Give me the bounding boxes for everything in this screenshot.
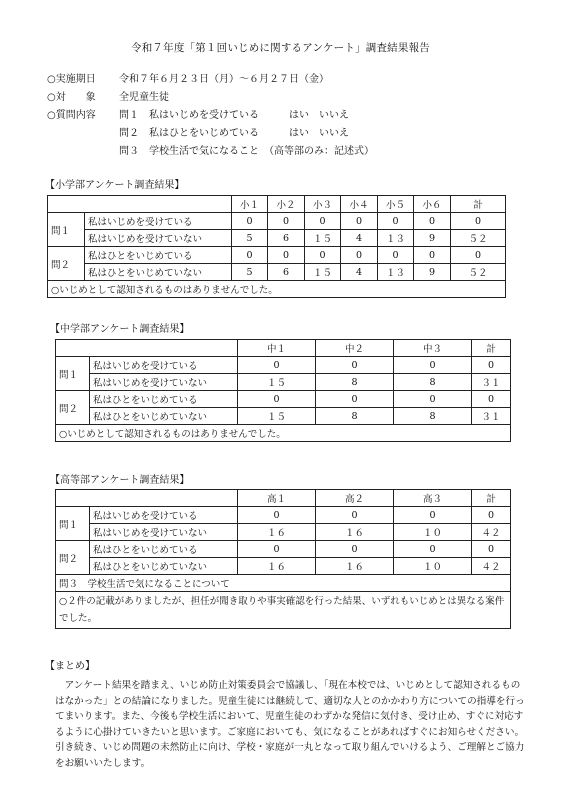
cell: 0 [305, 213, 341, 230]
cell: 0 [414, 247, 451, 264]
cell: 0 [341, 247, 378, 264]
question-label: 問２ [56, 391, 90, 425]
cell: 6 [268, 264, 305, 281]
table-row [48, 264, 506, 281]
row-label: 私はいじめを受けていない [90, 524, 238, 541]
cell: １５ [305, 264, 341, 281]
elementary-table [47, 195, 506, 298]
page-title: 令和７年度「第１回いじめに関するアンケート」調査結果報告 [131, 42, 430, 54]
cell: 5 [232, 264, 268, 281]
cell: １６ [316, 524, 394, 541]
column-header: 小６ [414, 196, 451, 213]
cell: 0 [341, 213, 378, 230]
cell: 8 [394, 408, 472, 425]
cell: 0 [305, 247, 341, 264]
column-header: 小５ [378, 196, 414, 213]
date-label: ○実施期日 [47, 74, 96, 85]
column-header: 中１ [238, 340, 316, 357]
question-2: 問２ 私はひとをいじめている はい いいえ [119, 128, 349, 139]
column-header: 中３ [394, 340, 472, 357]
table-row [56, 524, 511, 541]
table-note-row [56, 425, 511, 442]
cell: 0 [316, 357, 394, 374]
question-1: 問１ 私はいじめを受けている はい いいえ [119, 110, 349, 121]
cell-total: 0 [472, 507, 511, 524]
table-note-row [56, 592, 511, 629]
cell: １５ [238, 408, 316, 425]
cell: 8 [316, 374, 394, 391]
column-header: 小２ [268, 196, 305, 213]
summary-heading: 【まとめ】 [45, 661, 95, 672]
cell: １６ [238, 524, 316, 541]
result-note: ○いじめとして認知されるものはありませんでした。 [48, 281, 506, 298]
junior-table [55, 339, 511, 442]
cell: 0 [232, 213, 268, 230]
column-header: 計 [472, 490, 511, 507]
header-blank [56, 490, 238, 507]
cell: 9 [414, 264, 451, 281]
cell-total: 0 [451, 213, 506, 230]
table-row [56, 357, 511, 374]
question-3: 問３ 学校生活で気になること （高等部のみ：記述式） [119, 146, 374, 157]
cell: 0 [238, 391, 316, 408]
cell-total: ５２ [451, 264, 506, 281]
table-row [48, 247, 506, 264]
question-label: 問２ [48, 247, 85, 281]
cell-total: ４２ [472, 524, 511, 541]
cell-total: 0 [472, 391, 511, 408]
cell: 0 [268, 213, 305, 230]
column-header: 高２ [316, 490, 394, 507]
row-label: 私はひとをいじめている [90, 391, 238, 408]
cell: 8 [394, 374, 472, 391]
cell-total: 0 [472, 541, 511, 558]
table-row [48, 230, 506, 247]
cell: 0 [394, 357, 472, 374]
cell-total: ５２ [451, 230, 506, 247]
cell: １０ [394, 524, 472, 541]
cell: 0 [238, 541, 316, 558]
cell: １０ [394, 558, 472, 575]
elementary-heading: 【小学部アンケート調査結果】 [45, 180, 185, 191]
question-label: 問１ [48, 213, 85, 247]
row-label: 私はいじめを受けている [90, 357, 238, 374]
cell: 0 [238, 507, 316, 524]
cell-total: 0 [472, 357, 511, 374]
cell: 0 [414, 213, 451, 230]
cell: 4 [341, 230, 378, 247]
table-note-row [48, 281, 506, 298]
row-label: 私はいじめを受けていない [90, 374, 238, 391]
row-label: 私はひとをいじめている [90, 541, 238, 558]
table-header-row [56, 340, 511, 357]
cell: 0 [316, 391, 394, 408]
header-blank [56, 340, 238, 357]
table-header-row [48, 196, 506, 213]
question-label: 問１ [56, 507, 90, 541]
row-label: 私はひとをいじめている [85, 247, 232, 264]
column-header: 小１ [232, 196, 268, 213]
row-label: 私はいじめを受けていない [85, 230, 232, 247]
row-label: 私はいじめを受けている [85, 213, 232, 230]
table-row [48, 213, 506, 230]
cell: １３ [378, 264, 414, 281]
row-label: 私はひとをいじめていない [85, 264, 232, 281]
row-label: 私はいじめを受けている [90, 507, 238, 524]
cell: 0 [394, 541, 472, 558]
table-header-row [56, 490, 511, 507]
date-value: 令和７年６月２３日（月）～６月２７日（金） [119, 74, 329, 85]
cell: 0 [268, 247, 305, 264]
column-header: 計 [472, 340, 511, 357]
result-note: ○いじめとして認知されるものはありませんでした。 [56, 425, 511, 442]
table-note-row [56, 575, 511, 592]
table-row [56, 507, 511, 524]
column-header: 高３ [394, 490, 472, 507]
cell: １６ [238, 558, 316, 575]
cell: 0 [238, 357, 316, 374]
column-header: 小４ [341, 196, 378, 213]
questions-label: ○質問内容 [47, 110, 96, 121]
junior-heading: 【中学部アンケート調査結果】 [50, 324, 190, 335]
header-blank [48, 196, 232, 213]
column-header: 計 [451, 196, 506, 213]
target-value: 全児童生徒 [119, 92, 169, 103]
column-header: 中２ [316, 340, 394, 357]
table-row [56, 408, 511, 425]
cell: 4 [341, 264, 378, 281]
summary-text: アンケート結果を踏まえ、いじめ防止対策委員会で協議し、「現在本校では、いじめとして認知されるものはなかった」との結論になりました。児童生徒には継続して、適切な人とのかかわり方についての指導を行ってまいります。また、今後も学校生活において、児童生徒のわずかな発信に気付き、受け止め、すぐに対応するように心掛けていきたいと思います。ご家庭においても、気になることがあればすぐにお知らせください。引き続き、いじめ問題の未然防止に向け、学校・家庭が一丸となって取り組んでいけるよう、ご理解とご協力をお願いいたします。 [55, 680, 525, 769]
column-header: 小３ [305, 196, 341, 213]
table-row [56, 541, 511, 558]
cell: 0 [316, 541, 394, 558]
question-label: 問２ [56, 541, 90, 575]
cell: 6 [268, 230, 305, 247]
row-label: 私はひとをいじめていない [90, 408, 238, 425]
cell: 8 [316, 408, 394, 425]
cell: １５ [305, 230, 341, 247]
cell: 9 [414, 230, 451, 247]
question-label: 問１ [56, 357, 90, 391]
cell: １３ [378, 230, 414, 247]
survey-info [47, 72, 507, 162]
cell: 0 [378, 247, 414, 264]
high-table [55, 489, 511, 629]
cell-total: ４２ [472, 558, 511, 575]
cell-total: 0 [451, 247, 506, 264]
table-row [56, 391, 511, 408]
cell: 0 [394, 391, 472, 408]
row-label: 私はひとをいじめていない [90, 558, 238, 575]
cell-total: ３１ [472, 374, 511, 391]
cell: １５ [238, 374, 316, 391]
table-row [56, 374, 511, 391]
q3-label: 問３ 学校生活で気になることについて [56, 575, 511, 592]
target-label: ○対 象 [47, 92, 96, 103]
q3-note: ○２件の記載がありましたが、担任が聞き取りや事実確認を行った結果、いずれもいじめとは異なる案件でした。 [56, 592, 511, 629]
cell: 0 [378, 213, 414, 230]
cell: 5 [232, 230, 268, 247]
cell: 0 [316, 507, 394, 524]
cell: １６ [316, 558, 394, 575]
table-row [56, 558, 511, 575]
column-header: 高１ [238, 490, 316, 507]
high-heading: 【高等部アンケート調査結果】 [50, 475, 190, 486]
cell: 0 [232, 247, 268, 264]
cell-total: ３１ [472, 408, 511, 425]
cell: 0 [394, 507, 472, 524]
